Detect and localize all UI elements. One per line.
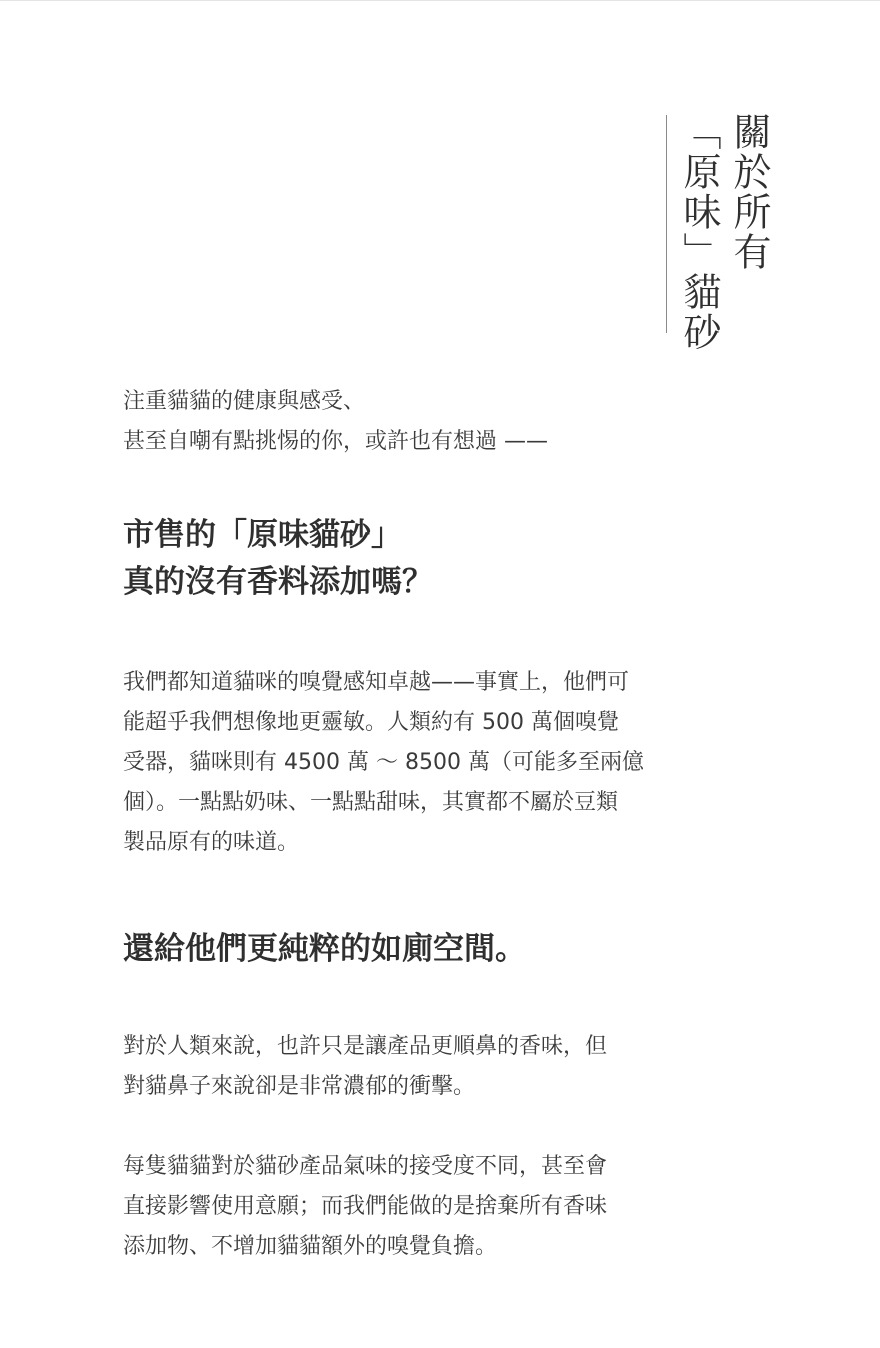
paragraph-smell-sense [123, 663, 763, 863]
paragraph-human-vs-cat [123, 1027, 763, 1107]
paragraph-1-line-4: 個）。一點點奶味、一點點甜味，其實都不屬於豆類 [123, 790, 619, 815]
paragraph-3-line-3: 添加物、不增加貓貓額外的嗅覺負擔。 [123, 1234, 498, 1259]
top-divider [0, 0, 880, 1]
section-heading-1 [123, 512, 433, 606]
title-vertical-divider [666, 115, 667, 333]
section-heading-2 [123, 926, 526, 973]
vertical-title-line-1: 關於所有 [727, 112, 771, 272]
heading-2-line-1: 還給他們更純粹的如廁空間。 [123, 931, 526, 967]
paragraph-3-line-2: 直接影響使用意願；而我們能做的是捨棄所有香味 [123, 1194, 608, 1219]
heading-1-line-2: 真的沒有香料添加嗎？ [123, 564, 433, 600]
paragraph-1-line-1: 我們都知道貓咪的嗅覺感知卓越——事實上，他們可 [123, 670, 630, 695]
intro-line-1: 注重貓貓的健康與感受、 [123, 389, 366, 414]
paragraph-1-line-2: 能超乎我們想像地更靈敏。人類約有 500 萬個嗅覺 [123, 710, 619, 735]
vertical-title-line-2: 「原味」貓砂 [677, 112, 721, 352]
paragraph-3-line-1: 每隻貓貓對於貓砂產品氣味的接受度不同，甚至會 [123, 1154, 608, 1179]
paragraph-no-fragrance [123, 1147, 763, 1267]
paragraph-2-line-1: 對於人類來說，也許只是讓產品更順鼻的香味，但 [123, 1034, 608, 1059]
intro-line-2: 甚至自嘲有點挑惕的你，或許也有想過 —— [123, 429, 548, 454]
paragraph-1-line-3: 受器，貓咪則有 4500 萬 ～ 8500 萬（可能多至兩億 [123, 750, 644, 775]
paragraph-2-line-2: 對貓鼻子來說卻是非常濃郁的衝擊。 [123, 1074, 476, 1099]
paragraph-1-line-5: 製品原有的味道。 [123, 830, 300, 855]
intro-text [123, 382, 548, 462]
heading-1-line-1: 市售的「原味貓砂」 [123, 517, 402, 553]
